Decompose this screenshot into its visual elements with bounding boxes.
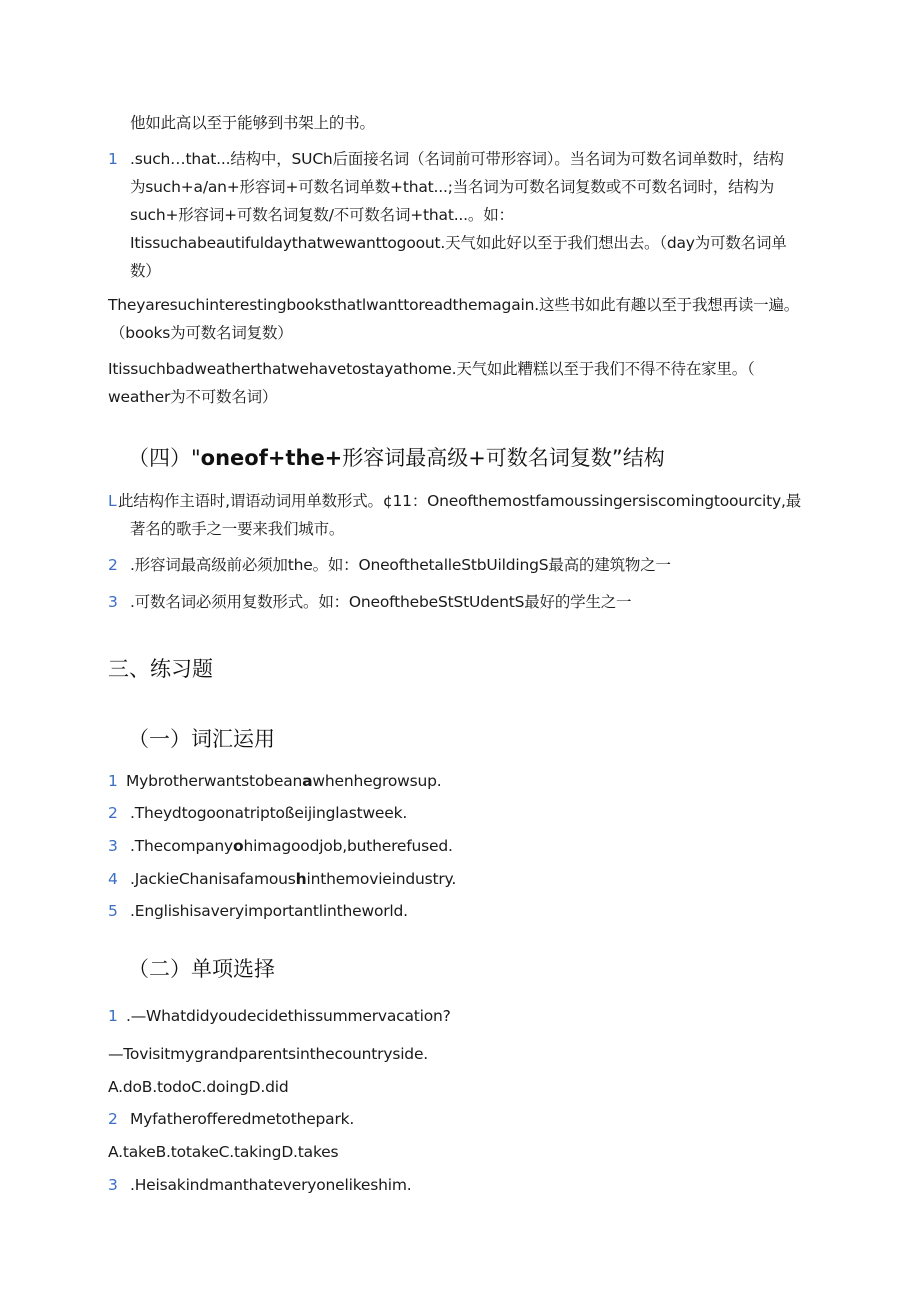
list-number: 3: [108, 1176, 118, 1194]
section-heading: [128, 443, 665, 473]
text-line: .Heisakindmanthateveryonelikeshim.: [130, 1176, 412, 1194]
text-line: Theyaresuchinterestingbooksthatlwanttoreadthemagain.这些书如此有趣以至于我想再读一遍。: [108, 296, 800, 314]
list-number: 1: [108, 772, 118, 790]
text-part: whenhegrowsup.: [312, 772, 442, 790]
chapter-heading: 三、练习题: [108, 657, 213, 681]
text-part: Mybrotherwantstobean: [126, 772, 303, 790]
text-part-bold: a: [302, 772, 313, 790]
text-line: .可数名词必须用复数形式。如：OneofthebeStStUdentS最好的学生之一: [130, 593, 632, 611]
text-line: A.doB.todoC.doingD.did: [108, 1078, 289, 1096]
list-number: 3: [108, 593, 118, 611]
list-number: 4: [108, 870, 118, 888]
list-number: 2: [108, 556, 118, 574]
text-line: .形容词最高级前必须加the。如：OneofthetalleStbUildingS最高的建筑物之一: [130, 556, 671, 574]
text-line: Itissuchabeautifuldaythatwewanttogoout.天气如此好以至于我们想出去。（day为可数名词单: [130, 234, 787, 252]
text-part: himagoodjob,butherefused.: [243, 837, 453, 855]
list-number: 1: [108, 150, 118, 168]
text-line: 为such+a/an+形容词+可数名词单数+that...;当名词为可数名词复数或不可数名词时，结构为: [130, 178, 775, 196]
text-line: such+形容词+可数名词复数/不可数名词+that...。如：: [130, 206, 514, 224]
text-line: weather为不可数名词）: [108, 388, 278, 406]
text-line: .such…that...结构中，SUCh后面接名词（名词前可带形容词）。当名词为可数名词单数时，结构: [130, 150, 784, 168]
text-part: inthemovieindustry.: [306, 870, 457, 888]
text-part: .JackieChanisafamous: [130, 870, 296, 888]
text-line: Myfatherofferedmetothepark.: [130, 1110, 355, 1128]
text-line: 著名的歌手之一要来我们城市。: [130, 520, 345, 538]
text-part: .Thecompany: [130, 837, 233, 855]
text-line: 此结构作主语时,谓语动词用单数形式。¢11：Oneofthemostfamoussingersiscomingtoourcity,最: [118, 492, 802, 510]
section-heading: （一）词汇运用: [128, 727, 275, 751]
list-number: 2: [108, 804, 118, 822]
heading-part-bold: oneof+the+: [200, 446, 343, 470]
text-line: Itissuchbadweatherthatwehavetostayathome.天气如此糟糕以至于我们不得不待在家里。（: [108, 360, 755, 378]
list-number: 5: [108, 902, 118, 920]
text-line: .Theydtogoonatriptoßeijinglastweek.: [130, 804, 408, 822]
text-line: [126, 770, 442, 792]
text-line: （books为可数名词复数）: [110, 324, 293, 342]
heading-part: 形容词最高级+可数名词复数”结构: [342, 446, 665, 470]
heading-part: （四）": [128, 446, 201, 470]
text-line: A.takeB.totakeC.takingD.takes: [108, 1143, 339, 1161]
list-number: 1: [108, 1007, 118, 1025]
text-line: .Englishisaveryimportantlintheworld.: [130, 902, 408, 920]
text-line: —Tovisitmygrandparentsinthecountryside.: [108, 1045, 429, 1063]
text-part-bold: o: [233, 837, 244, 855]
list-marker: L: [108, 492, 117, 510]
list-number: 3: [108, 837, 118, 855]
text-line: [130, 868, 456, 890]
text-part-bold: h: [295, 870, 307, 888]
list-number: 2: [108, 1110, 118, 1128]
text-line: [130, 835, 453, 857]
section-heading: （二）单项选择: [128, 957, 275, 981]
text-line: .—Whatdidyoudecidethissummervacation?: [126, 1007, 451, 1025]
text-line: 他如此高以至于能够到书架上的书。: [130, 114, 375, 132]
text-line: 数）: [130, 262, 161, 280]
